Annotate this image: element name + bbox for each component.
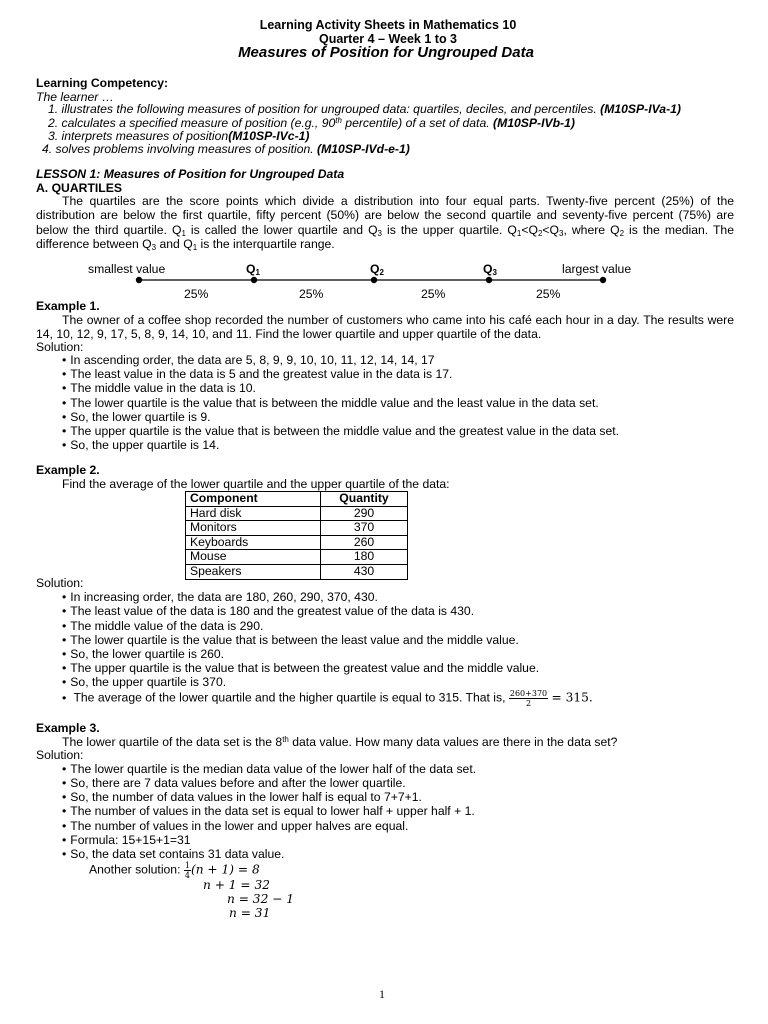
competency-code: (M10SP-IVc-1): [228, 129, 310, 143]
quartiles-paragraph: The quartiles are the score points which divide a distribution into four equal parts. Twenty-five percent (25%) of the distribution are below the first quartile, fifty percent (50%) are below the second quartile and seventy-five percent (75%) are below the third quartile. $Q_1$ is called the lower quartile and $Q_3$ is the upper quartile. $Q_1<Q_2<Q_3$, where $Q_2$ is the median. The difference between $Q_3$ and $Q_1$ is the interquartile range.: [36, 194, 734, 252]
table-cell: Hard disk: [186, 506, 321, 521]
table-cell: 430: [321, 564, 408, 579]
table-cell: Keyboards: [186, 535, 321, 550]
example-1-bullet: • The upper quartile is the value that is between the middle value and the greatest value in the data set.: [62, 424, 619, 438]
example-2-bullet: • The average of the lower quartile and the higher quartile is equal to 315. That is, $\frac{260+370}{2}$ = 315.: [62, 689, 593, 708]
table-cell: 290: [321, 506, 408, 521]
example-3-bullet: • Formula: 15+15+1=31: [62, 833, 191, 847]
point-q1: [251, 277, 257, 283]
example-3-bullet: • So, the number of data values in the lower half is equal to 7+7+1.: [62, 790, 422, 804]
table-cell: 180: [321, 550, 408, 565]
equation-line-4: n = 31: [229, 906, 271, 920]
header-line-2: Quarter 4 – Week 1 to 3: [318, 32, 458, 46]
label-largest-value: largest value: [562, 262, 632, 276]
example-2-heading: Example 2.: [36, 463, 100, 477]
example-1-bullet: • The least value in the data is 5 and the greatest value in the data is 17.: [62, 367, 452, 381]
point-largest: [600, 277, 606, 283]
number-line-graphic: [0, 258, 768, 304]
table-cell: 370: [321, 521, 408, 536]
example-2-bullet: • The least value of the data is 180 and the greatest value of the data is 430.: [62, 604, 474, 618]
table-row: [186, 564, 408, 579]
example-2-bullet: • The lower quartile is the value that is between the least value and the middle value.: [62, 633, 519, 647]
percent-2: 25%: [299, 287, 324, 301]
label-q2: $Q_2$: [370, 262, 384, 277]
equation-line-3: n = 32 − 1: [227, 892, 295, 906]
example-3-solution-label: Solution:: [36, 748, 84, 762]
example-3-bullet: • The lower quartile is the median data value of the lower half of the data set.: [62, 762, 476, 776]
competency-code: (M10SP-IVb-1): [493, 116, 575, 130]
table-row: [186, 521, 408, 536]
competency-intro: The learner …: [36, 90, 114, 104]
example-1-text: The owner of a coffee shop recorded the number of customers who came into his café each hour in a day. The results were 14, 10, 12, 9, 17, 5, 8, 9, 14, 10, and 11. Find the lower quartile and upper quartile of the data.: [36, 313, 734, 342]
quarter-fraction: $\frac{1}{4}$: [184, 861, 190, 880]
equation-line-1: (n + 1) = 8: [190, 862, 260, 877]
label-q1: $Q_1$: [246, 262, 260, 277]
section-heading: A. QUARTILES: [36, 181, 122, 195]
competency-code: (M10SP-IVd-e-1): [317, 142, 410, 156]
example-3-bullet: • So, there are 7 data values before and after the lower quartile.: [62, 776, 406, 790]
example-2-solution-label: Solution:: [36, 576, 84, 590]
example-1-bullet: • So, the upper quartile is 14.: [62, 438, 219, 452]
example-1-bullet: • The middle value in the data is 10.: [62, 381, 256, 395]
example-1-bullet: • So, the lower quartile is 9.: [62, 410, 211, 424]
competency-heading: Learning Competency:: [36, 76, 169, 90]
table-cell: 260: [321, 535, 408, 550]
competency-item-4: 4. solves problems involving measures of position. (M10SP-IVd-e-1): [42, 142, 410, 156]
example-1-bullet: • In ascending order, the data are 5, 8, 9, 9, 10, 10, 11, 12, 14, 14, 17: [62, 353, 435, 367]
page-number: 1: [379, 987, 385, 1001]
table-row: [186, 506, 408, 521]
table-cell: Speakers: [186, 564, 321, 579]
example-3-heading: Example 3.: [36, 721, 100, 735]
competency-code: (M10SP-IVa-1): [600, 102, 681, 116]
table-header-row: [186, 492, 408, 507]
percent-1: 25%: [184, 287, 209, 301]
another-solution: Another solution: $\frac{1}{4}$ (n + 1) = 8: [89, 861, 260, 880]
competency-item-3: 3. interprets measures of position(M10SP-IVc-1): [48, 129, 310, 143]
example-2-bullet: • The middle value of the data is 290.: [62, 619, 263, 633]
label-q3: $Q_3$: [483, 262, 497, 277]
header-line-1: Learning Activity Sheets in Mathematics 10: [259, 18, 517, 32]
percent-3: 25%: [421, 287, 446, 301]
table-header-cell: Quantity: [321, 492, 408, 507]
example-3-bullet: • The number of values in the data set is equal to lower half + upper half + 1.: [62, 804, 475, 818]
percent-4: 25%: [536, 287, 561, 301]
example-1-heading: Example 1.: [36, 299, 100, 313]
table-row: [186, 535, 408, 550]
lesson-title: LESSON 1: Measures of Position for Ungrouped Data: [36, 167, 345, 181]
equation-line-2: n + 1 = 32: [203, 878, 271, 892]
table-cell: Monitors: [186, 521, 321, 536]
example-3-bullet: • So, the data set contains 31 data value.: [62, 847, 284, 861]
table-cell: Mouse: [186, 550, 321, 565]
point-q2: [371, 277, 377, 283]
example-3-text: The lower quartile of the data set is the 8th data value. How many data values are there in the data set?: [62, 735, 618, 749]
label-smallest-value: smallest value: [88, 262, 166, 276]
document-title: Measures of Position for Ungrouped Data: [238, 44, 534, 61]
point-smallest: [136, 277, 142, 283]
example-2-text: Find the average of the lower quartile and the upper quartile of the data:: [62, 477, 450, 491]
example-1-solution-label: Solution:: [36, 340, 84, 354]
table-row: [186, 550, 408, 565]
example-2-bullet: • The upper quartile is the value that is between the greatest value and the middle value.: [62, 661, 539, 675]
average-fraction: $\frac{260+370}{2}$: [509, 689, 548, 708]
components-table: [185, 491, 408, 580]
example-2-bullet: • So, the lower quartile is 260.: [62, 647, 224, 661]
competency-item-1: 1. illustrates the following measures of position for ungrouped data: quartiles, deciles, and percentiles. (M10SP-IVa-1): [48, 102, 681, 116]
example-1-bullet: • The lower quartile is the value that is between the middle value and the least value in the data set.: [62, 396, 599, 410]
example-2-bullet: • In increasing order, the data are 180, 260, 290, 370, 430.: [62, 590, 378, 604]
example-2-bullet: • So, the upper quartile is 370.: [62, 675, 226, 689]
table-header-cell: Component: [186, 492, 321, 507]
competency-item-2: 2. calculates a specified measure of position (e.g., 90th percentile) of a set of data. (M10SP-IVb-1): [48, 116, 575, 130]
point-q3: [486, 277, 492, 283]
quartile-number-line: [0, 258, 768, 304]
example-3-bullet: • The number of values in the lower and upper halves are equal.: [62, 819, 408, 833]
